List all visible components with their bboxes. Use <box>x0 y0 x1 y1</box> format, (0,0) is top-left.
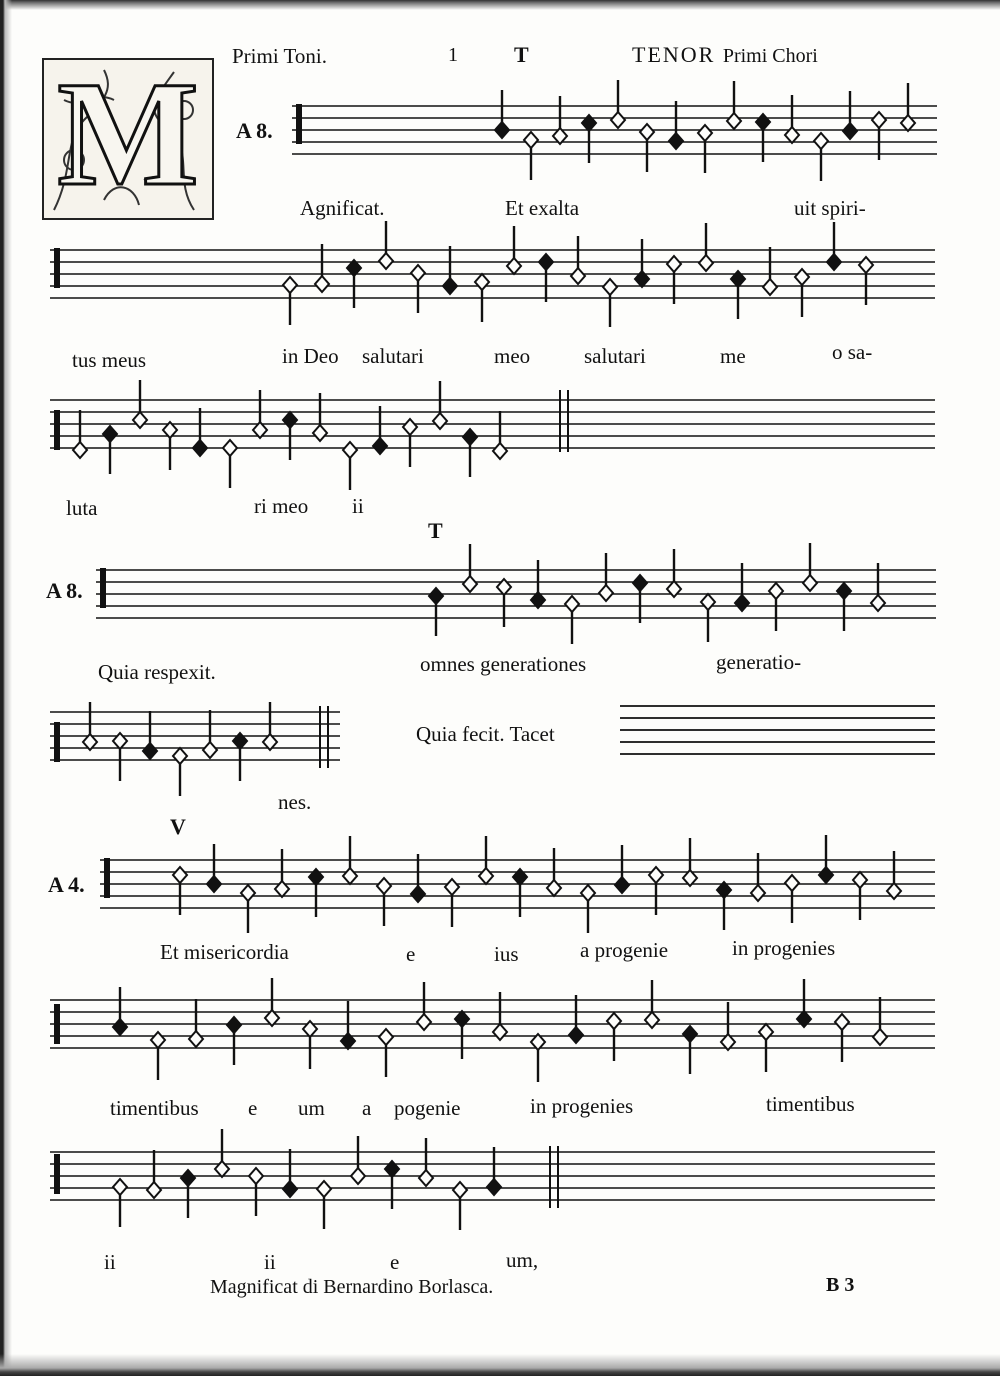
lyric-ii-2: ii <box>104 1250 116 1274</box>
voice-count-a8-2: A 8. <box>46 578 83 603</box>
voice-part-title <box>632 42 818 68</box>
note-head <box>429 588 443 604</box>
note-head <box>611 112 625 128</box>
note-head <box>147 1182 161 1198</box>
note-head <box>249 1168 263 1184</box>
lyric-o-sa: o sa- <box>832 340 873 364</box>
note-head <box>569 1027 583 1043</box>
note-head <box>871 595 885 611</box>
clef-mark <box>54 1154 60 1194</box>
clef-mark <box>296 104 302 144</box>
note-head <box>313 425 327 441</box>
note-head <box>379 1029 393 1045</box>
lyric-quia-respexit: Quia respexit. <box>98 660 216 684</box>
note-head <box>769 583 783 599</box>
note-head <box>837 583 851 599</box>
clef-mark <box>104 858 110 898</box>
lyric-ii-1: ii <box>352 494 364 518</box>
note-head <box>453 1182 467 1198</box>
note-head <box>859 257 873 273</box>
note-head <box>377 878 391 894</box>
note-head <box>669 133 683 149</box>
note-head <box>283 277 297 293</box>
lyric-e-1: e <box>406 942 416 966</box>
note-head <box>607 1013 621 1029</box>
note-head <box>615 877 629 893</box>
note-head <box>698 125 712 141</box>
note-head <box>603 279 617 295</box>
note-head <box>727 113 741 129</box>
note-head <box>493 443 507 459</box>
note-head <box>317 1181 331 1197</box>
staff-6 <box>100 850 935 940</box>
clef-mark <box>54 410 60 450</box>
note-head <box>223 440 237 456</box>
footer-title: Magnificat di Bernardino Borlasca. <box>210 1276 494 1298</box>
note-head <box>343 868 357 884</box>
note-head <box>411 886 425 902</box>
note-head <box>143 743 157 759</box>
lyric-uit-spiri: uit spiri- <box>794 196 866 220</box>
note-head <box>445 879 459 895</box>
lyric-timentibus-1: timentibus <box>110 1096 199 1120</box>
note-head <box>189 1031 203 1047</box>
note-head <box>701 594 715 610</box>
staff-2 <box>50 240 935 330</box>
lyric-nes: nes. <box>278 790 312 814</box>
lyric-in-progenies-1: in progenies <box>732 936 836 960</box>
note-head <box>699 255 713 271</box>
note-head <box>853 872 867 888</box>
note-head <box>403 419 417 435</box>
staff-lines <box>620 706 935 754</box>
note-head <box>113 1179 127 1195</box>
note-head <box>763 279 777 295</box>
note-head <box>479 868 493 884</box>
lyric-et-exalta: Et exalta <box>505 196 580 220</box>
note-head <box>571 268 585 284</box>
note-head <box>241 885 255 901</box>
note-head <box>751 885 765 901</box>
lyric-meo: meo <box>494 344 531 368</box>
voice-count-a8: A 8. <box>236 118 273 143</box>
lyric-ius: ius <box>494 942 519 966</box>
note-head <box>843 123 857 139</box>
note-head <box>351 1168 365 1184</box>
page-signature: B 3 <box>826 1274 855 1296</box>
lyric-agnificat: Agnificat. <box>300 196 385 220</box>
note-head <box>827 254 841 270</box>
lyric-salutari-2: salutari <box>584 344 646 368</box>
note-head <box>645 1012 659 1028</box>
note-head <box>113 1019 127 1035</box>
staff-5-right <box>620 700 935 770</box>
lyric-et-misericordia: Et misericordia <box>160 940 289 964</box>
page-edge-left <box>0 0 12 1376</box>
lyric-a: a <box>362 1096 372 1120</box>
note-head <box>814 133 828 149</box>
note-head <box>493 1024 507 1040</box>
lyric-ri-meo: ri meo <box>254 494 309 518</box>
note-head <box>756 114 770 130</box>
initial-letter: M <box>57 51 199 217</box>
note-head <box>283 1181 297 1197</box>
note-head <box>173 748 187 764</box>
voice-count-a4: A 4. <box>48 872 85 897</box>
lyric-e-2: e <box>248 1096 258 1120</box>
notes <box>54 702 328 796</box>
lyric-in-progenies-2: in progenies <box>530 1094 634 1118</box>
note-head <box>565 596 579 612</box>
lyric-me: me <box>720 344 746 368</box>
note-head <box>633 575 647 591</box>
page-edge-top <box>0 0 1000 10</box>
mark-t: T <box>514 42 529 67</box>
note-head <box>735 595 749 611</box>
note-head <box>640 124 654 140</box>
clef-mark <box>54 1004 60 1044</box>
tempo-mark-v: V <box>170 814 186 839</box>
note-head <box>433 413 447 429</box>
note-head <box>379 253 393 269</box>
note-head <box>463 576 477 592</box>
note-head <box>667 256 681 272</box>
staff-5-left <box>50 706 340 796</box>
note-head <box>227 1017 241 1033</box>
notes <box>54 380 568 490</box>
note-head <box>649 867 663 883</box>
lyric-timentibus-2: timentibus <box>766 1092 855 1116</box>
note-head <box>411 265 425 281</box>
note-head <box>539 254 553 270</box>
voice-part-label: TENOR <box>632 42 716 67</box>
note-head <box>181 1170 195 1186</box>
note-head <box>581 885 595 901</box>
choir-label: Primi Chori <box>722 45 818 67</box>
note-head <box>759 1024 773 1040</box>
staff-7 <box>50 990 935 1080</box>
notes <box>54 978 887 1082</box>
lyric-in-deo: in Deo <box>282 344 339 368</box>
lyric-pogenie: pogenie <box>394 1096 461 1120</box>
tempo-mark-t: T <box>428 518 443 543</box>
staff-1 <box>292 100 937 170</box>
note-head <box>315 276 329 292</box>
staff-lines <box>292 106 937 154</box>
staff-3 <box>50 390 935 480</box>
lyric-ii-3: ii <box>264 1250 276 1274</box>
lyric-salutari-1: salutari <box>362 344 424 368</box>
note-head <box>203 742 217 758</box>
lyric-luta: luta <box>66 496 98 520</box>
note-head <box>193 440 207 456</box>
staff-lines <box>50 400 935 448</box>
note-head <box>103 426 117 442</box>
clef-mark <box>54 722 60 762</box>
note-head <box>207 876 221 892</box>
staff-lines <box>100 860 935 908</box>
lyric-um-2: um, <box>506 1248 539 1272</box>
note-head <box>463 429 477 445</box>
lyric-tus-meus: tus meus <box>72 348 147 372</box>
note-head <box>507 258 521 274</box>
clef-mark <box>54 248 60 288</box>
note-head <box>419 1170 433 1186</box>
mode-label: Primi Toni. <box>232 44 327 68</box>
mark-one: 1 <box>448 44 458 66</box>
note-head <box>283 412 297 428</box>
note-head <box>683 1026 697 1042</box>
lyric-omnes-generationes: omnes generationes <box>420 652 587 676</box>
note-head <box>487 1179 501 1195</box>
note-head <box>873 1029 887 1045</box>
note-head <box>417 1014 431 1030</box>
note-head <box>835 1014 849 1030</box>
staff-lines <box>50 712 340 760</box>
note-head <box>795 269 809 285</box>
note-head <box>495 122 509 138</box>
staff-8 <box>50 1146 935 1236</box>
note-head <box>343 442 357 458</box>
lyric-um-1: um <box>298 1096 325 1120</box>
note-head <box>475 274 489 290</box>
note-head <box>803 575 817 591</box>
decorated-initial <box>42 51 214 220</box>
note-head <box>373 438 387 454</box>
clef-mark <box>100 568 106 608</box>
note-head <box>173 867 187 883</box>
lyric-a-progenie: a progenie <box>580 938 669 962</box>
note-head <box>151 1032 165 1048</box>
note-head <box>785 875 799 891</box>
page-edge-bottom <box>0 1354 1000 1376</box>
lyric-generatio: generatio- <box>716 650 802 674</box>
note-head <box>73 442 87 458</box>
staff-4 <box>96 560 936 650</box>
note-head <box>524 132 538 148</box>
note-head <box>443 278 457 294</box>
note-head <box>819 867 833 883</box>
note-head <box>872 112 886 128</box>
note-head <box>599 585 613 601</box>
note-head <box>547 880 561 896</box>
lyric-e-3: e <box>390 1250 400 1274</box>
lyric-quia-fecit-tacet: Quia fecit. Tacet <box>416 722 555 746</box>
notes <box>54 1129 558 1230</box>
note-head <box>133 412 147 428</box>
